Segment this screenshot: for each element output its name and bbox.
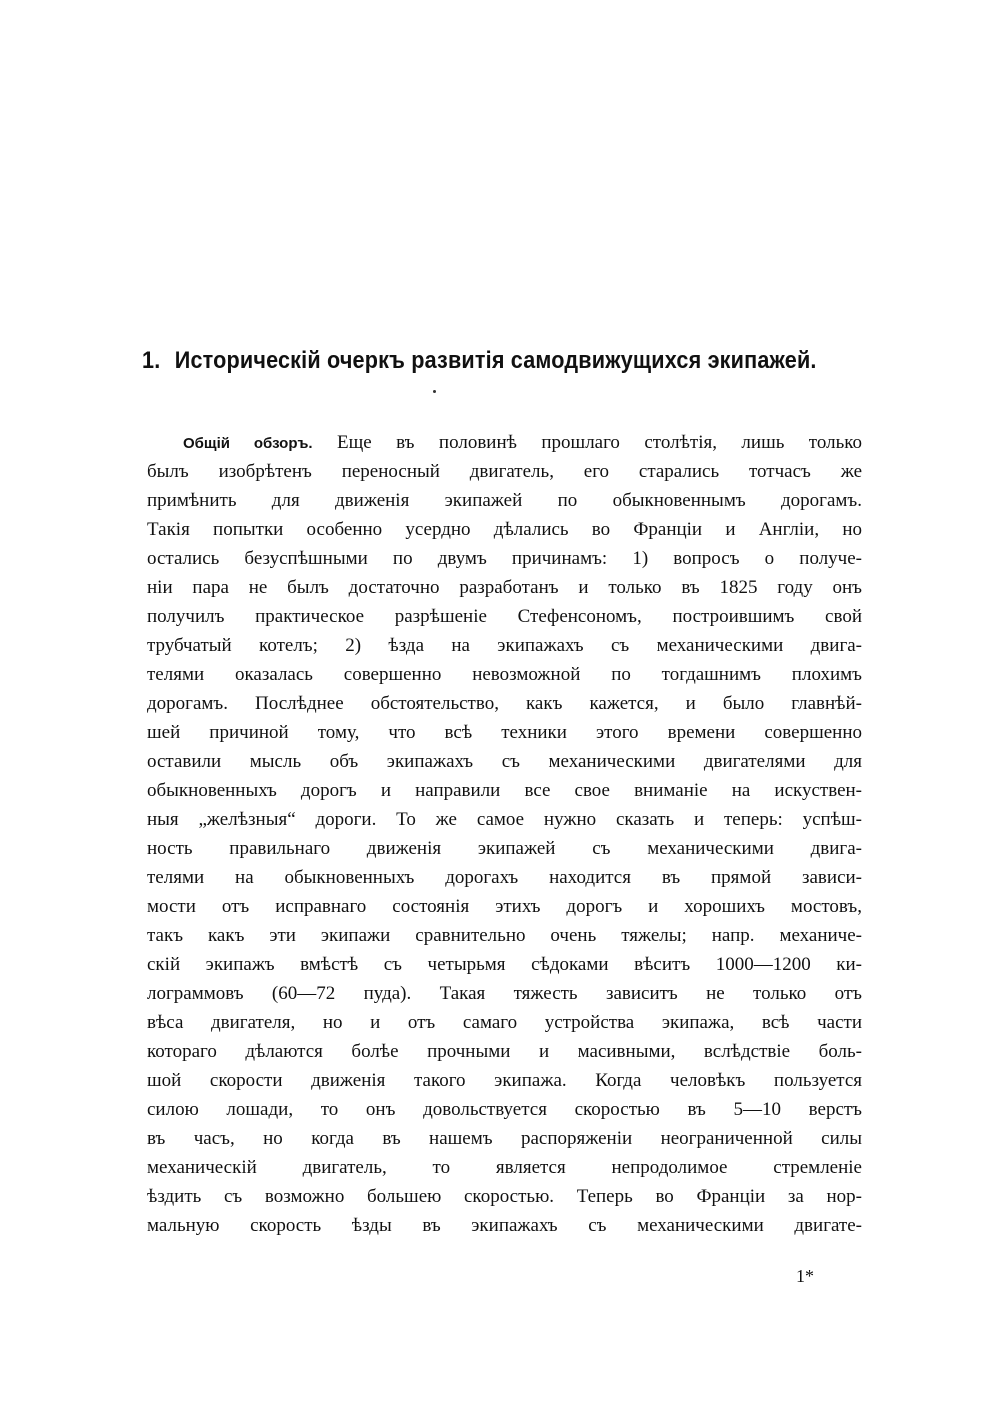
text-line-content: вѣса двигателя, но и отъ самаго устройства экипажа, всѣ части	[147, 1012, 862, 1033]
text-line	[147, 457, 862, 486]
text-line	[147, 486, 862, 515]
text-line	[147, 1153, 862, 1182]
chapter-number: 1.	[142, 347, 161, 374]
text-line-content: скій экипажъ вмѣстѣ съ четырьмя сѣдоками вѣситъ 1000—1200 ки-	[147, 954, 862, 975]
text-line	[147, 747, 862, 776]
text-line-content: телями на обыкновенныхъ дорогахъ находится въ прямой зависи-	[147, 867, 862, 888]
print-speck	[433, 390, 436, 393]
text-line-content: силою лошади, то онъ довольствуется скоростью въ 5—10 верстъ	[147, 1099, 862, 1120]
chapter-title	[142, 347, 817, 375]
text-line	[147, 1008, 862, 1037]
text-line-content: котораго дѣлаются болѣе прочными и масивными, вслѣдствіе боль-	[147, 1041, 862, 1062]
text-line	[147, 1124, 862, 1153]
text-line-content: такъ какъ эти экипажи сравнительно очень тяжелы; напр. механиче-	[147, 925, 862, 946]
text-line-content: примѣнить для движенія экипажей по обыкновеннымъ дорогамъ.	[147, 490, 862, 511]
text-line-content: обыкновенныхъ дорогъ и направили все свое вниманіе на искуствен-	[147, 780, 862, 801]
body-paragraph	[147, 428, 862, 1240]
text-line	[147, 689, 862, 718]
text-line	[147, 515, 862, 544]
text-line-content: шей причиной тому, что всѣ техники этого времени совершенно	[147, 722, 862, 743]
text-line	[147, 776, 862, 805]
text-line	[147, 428, 862, 457]
section-lead: Общій обзоръ.	[183, 435, 313, 452]
text-line-content: ныя „желѣзныя“ дороги. То же самое нужно сказать и теперь: успѣш-	[147, 809, 862, 830]
text-line-content: дорогамъ. Послѣднее обстоятельство, какъ кажется, и было главнѣй-	[147, 693, 862, 714]
text-line	[147, 1095, 862, 1124]
text-line-content: мальную скорость ѣзды въ экипажахъ съ механическими двигате-	[147, 1215, 862, 1236]
chapter-title-text: Историческій очеркъ развитія самодвижущихся экипажей.	[174, 347, 817, 374]
text-line-content: ность правильнаго движенія экипажей съ механическими двига-	[147, 838, 862, 859]
text-line	[147, 631, 862, 660]
text-line-content: телями оказалась совершенно невозможной по тогдашнимъ плохимъ	[147, 664, 862, 685]
text-line	[147, 979, 862, 1008]
text-line	[147, 602, 862, 631]
text-line	[147, 573, 862, 602]
text-line-content: остались безуспѣшными по двумъ причинамъ: 1) вопросъ о получе-	[147, 548, 862, 569]
text-line	[147, 834, 862, 863]
signature-mark: 1*	[796, 1266, 814, 1286]
text-line-content: былъ изобрѣтенъ переносный двигатель, его старались тотчасъ же	[147, 461, 862, 482]
text-line	[147, 1066, 862, 1095]
text-line-content: шой скорости движенія такого экипажа. Когда человѣкъ пользуется	[147, 1070, 862, 1091]
text-line-content: трубчатый котелъ; 2) ѣзда на экипажахъ съ механическими двига-	[147, 635, 862, 656]
text-line-content: въ часъ, но когда въ нашемъ распоряженіи неограниченной силы	[147, 1128, 862, 1149]
text-line-content: мости отъ исправнаго состоянія этихъ дорогъ и хорошихъ мостовъ,	[147, 896, 862, 917]
text-line-content: лограммовъ (60—72 пуда). Такая тяжесть зависитъ не только отъ	[147, 983, 862, 1004]
text-line	[147, 660, 862, 689]
text-line	[147, 1037, 862, 1066]
text-line	[147, 718, 862, 747]
text-line	[147, 805, 862, 834]
text-line	[147, 892, 862, 921]
text-line	[147, 1211, 862, 1240]
text-line-content: Такія попытки особенно усердно дѣлались во Франціи и Англіи, но	[147, 519, 862, 540]
text-line	[147, 950, 862, 979]
text-line	[147, 1182, 862, 1211]
text-line-content: ѣздить съ возможно большею скоростью. Теперь во Франціи за нор-	[147, 1186, 862, 1207]
text-line-content: механическій двигатель, то является непродолимое стремленіе	[147, 1157, 862, 1178]
text-line	[147, 921, 862, 950]
text-line	[147, 544, 862, 573]
text-line-content: получилъ практическое разрѣшеніе Стефенсономъ, построившимъ свой	[147, 606, 862, 627]
text-line-content: ніи пара не былъ достаточно разработанъ и только въ 1825 году онъ	[147, 577, 862, 598]
text-line-content: оставили мысль объ экипажахъ съ механическими двигателями для	[147, 751, 862, 772]
text-line-content: Еще въ половинѣ прошлаго столѣтія, лишь только	[337, 432, 863, 453]
text-line	[147, 863, 862, 892]
